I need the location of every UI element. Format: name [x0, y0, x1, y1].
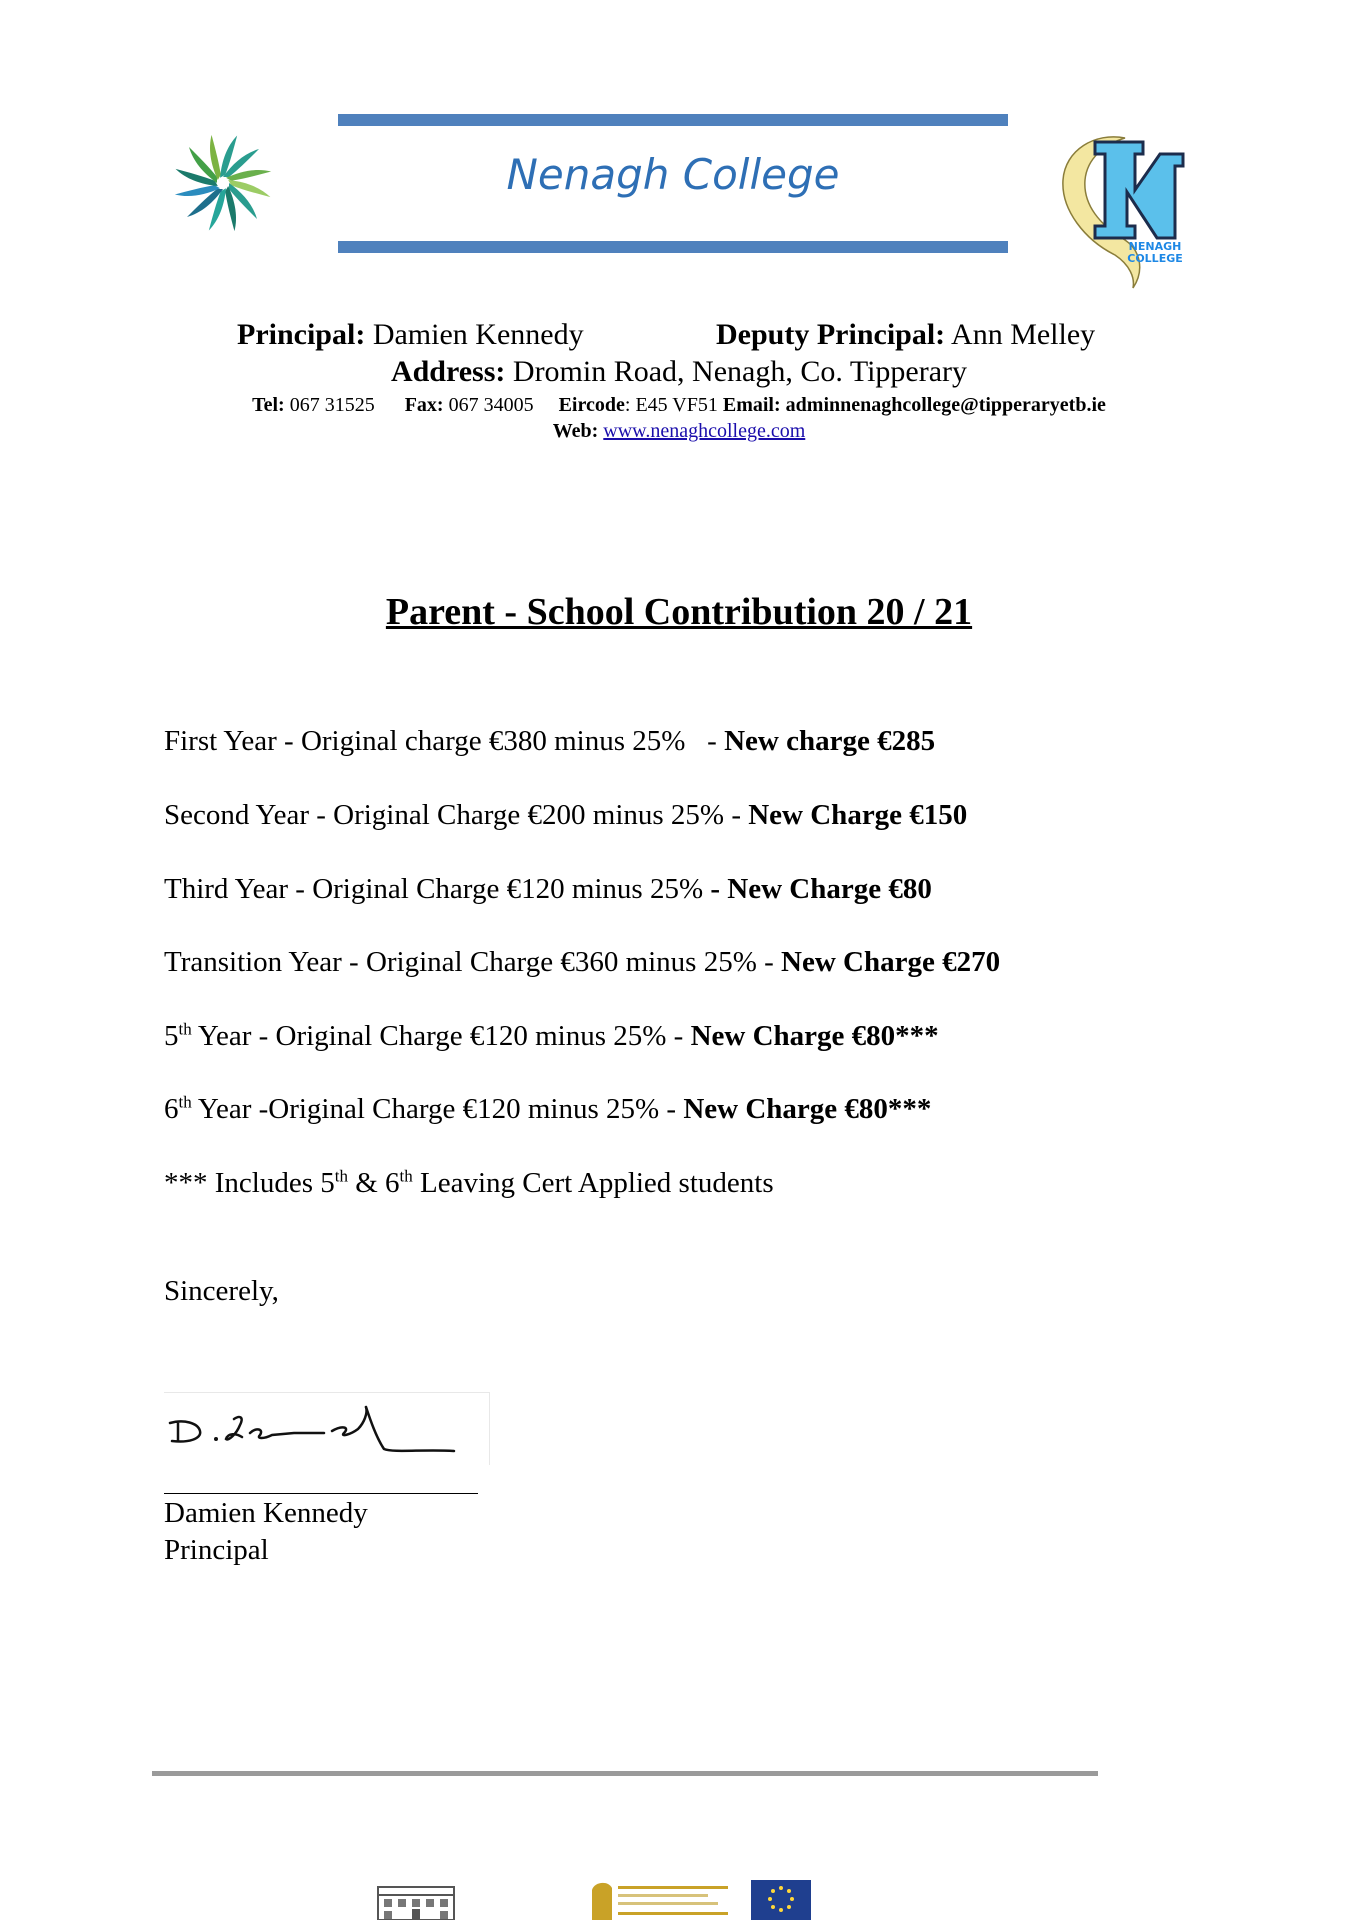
nenagh-college-crest-icon [1055, 130, 1190, 290]
principal-label: Principal: [237, 318, 366, 351]
signer-title: Principal [164, 1534, 269, 1566]
crest-text-line1: NENAGH [1128, 240, 1182, 253]
header-bottom-bar [338, 241, 1008, 253]
email-value: adminnenaghcollege@tipperaryetb.ie [785, 394, 1106, 416]
address-value: Dromin Road, Nenagh, Co. Tipperary [512, 355, 968, 388]
deputy-principal-name: Ann Melley [951, 318, 1096, 351]
fax-label: Fax: [404, 394, 444, 416]
web-label: Web: [552, 420, 599, 442]
eu-structural-funds-logo-icon [586, 1880, 811, 1920]
fee-line-fifth-year: 5th Year - Original Charge €120 minus 25% - New Charge €80*** [164, 1019, 939, 1052]
deputy-principal-label: Deputy Principal: [716, 318, 946, 351]
fee-line-sixth-year: 6th Year -Original Charge €120 minus 25% - New Charge €80*** [164, 1092, 932, 1125]
crest-text-line2: COLLEGE [1127, 252, 1183, 265]
address-label: Address: [390, 355, 506, 388]
signature-image [164, 1392, 490, 1465]
signer-name: Damien Kennedy [164, 1497, 368, 1529]
fax-value: 067 34005 [448, 394, 534, 416]
college-name: Nenagh College [506, 150, 840, 199]
signature-line [164, 1493, 478, 1494]
deputy-principal-info [716, 318, 1095, 352]
fee-line-third-year: Third Year - Original Charge €120 minus 25% - New Charge €80 [164, 873, 932, 905]
fee-line-first-year: First Year - Original charge €380 minus 25% - New charge €285 [164, 725, 936, 757]
fee-line-second-year: Second Year - Original Charge €200 minus 25% - New Charge €150 [164, 799, 968, 831]
contact-line [0, 394, 1358, 417]
handwritten-signature-icon [164, 1393, 489, 1465]
closing-salutation: Sincerely, [164, 1275, 279, 1307]
document-title: Parent - School Contribution 20 / 21 [385, 591, 973, 633]
email-label: Email: [722, 394, 781, 416]
tel-value: 067 31525 [289, 394, 375, 416]
web-line [0, 420, 1358, 443]
header-top-bar [338, 114, 1008, 126]
footer-divider [152, 1771, 1098, 1776]
website-link[interactable]: www.nenaghcollege.com [603, 420, 806, 442]
building-logo-icon [376, 1883, 456, 1920]
swirl-logo-icon [168, 128, 278, 238]
leaving-cert-note: *** Includes 5th & 6th Leaving Cert Applied students [164, 1166, 774, 1199]
eircode-label: Eircode [558, 394, 625, 416]
address-line [0, 355, 1358, 389]
principal-info [237, 318, 584, 352]
fee-line-transition-year: Transition Year - Original Charge €360 minus 25% - New Charge €270 [164, 946, 1001, 978]
principal-name: Damien Kennedy [372, 318, 584, 351]
tel-label: Tel: [252, 394, 285, 416]
eircode-value: : E45 VF51 [624, 394, 718, 416]
